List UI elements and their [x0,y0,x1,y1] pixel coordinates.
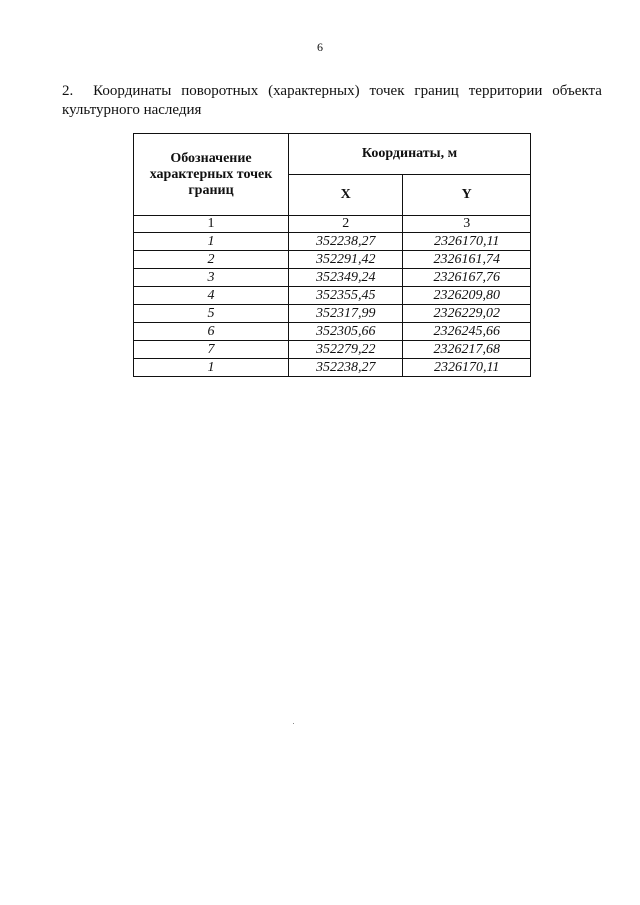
table-row [134,323,531,341]
heading-word: границ [414,83,459,99]
cell-point: 5 [134,305,289,323]
cell-x: 352317,99 [289,305,403,323]
cell-x: 352238,27 [289,233,403,251]
cell-x: 352349,24 [289,269,403,287]
cell-y: 2326161,74 [403,251,531,269]
header-y: Y [403,175,531,216]
cell-x: 352238,27 [289,359,403,377]
table-row [134,341,531,359]
table-row [134,287,531,305]
cell-point: 1 [134,359,289,377]
cell-point: 1 [134,233,289,251]
heading-line-2: культурного наследия [62,102,202,118]
cell-y: 2326167,76 [403,269,531,287]
heading-word: поворотных [181,83,259,99]
table-row [134,233,531,251]
header-x: X [289,175,403,216]
table-row [134,359,531,377]
cell-x: 352355,45 [289,287,403,305]
table-row [134,269,531,287]
heading-word: Координаты [93,83,172,99]
heading-line-1 [62,82,602,101]
cell-y: 2326217,68 [403,341,531,359]
table-row [134,305,531,323]
cell-x: 352279,22 [289,341,403,359]
header-coordinates: Координаты, м [289,134,531,175]
cell-point: 2 [134,251,289,269]
cell-point: 3 [134,269,289,287]
column-number: 1 [134,216,289,233]
cell-point: 4 [134,287,289,305]
cell-x: 352305,66 [289,323,403,341]
cell-y: 2326209,80 [403,287,531,305]
column-number: 2 [289,216,403,233]
coordinates-table [133,133,531,377]
cell-y: 2326170,11 [403,359,531,377]
cell-point: 6 [134,323,289,341]
cell-y: 2326170,11 [403,233,531,251]
column-number: 3 [403,216,531,233]
cell-point: 7 [134,341,289,359]
header-point-designation: Обозначение характерных точек границ [134,134,289,216]
cell-y: 2326245,66 [403,323,531,341]
section-heading [62,82,602,120]
heading-word: объекта [552,83,602,99]
heading-word: 2. [62,83,74,99]
heading-word: (характерных) [268,83,360,99]
cell-y: 2326229,02 [403,305,531,323]
column-number-row [134,216,531,233]
cell-x: 352291,42 [289,251,403,269]
table-row [134,251,531,269]
page-number: 6 [317,40,323,54]
scan-speck [293,723,294,724]
heading-word: точек [369,83,405,99]
heading-word: территории [468,83,543,99]
